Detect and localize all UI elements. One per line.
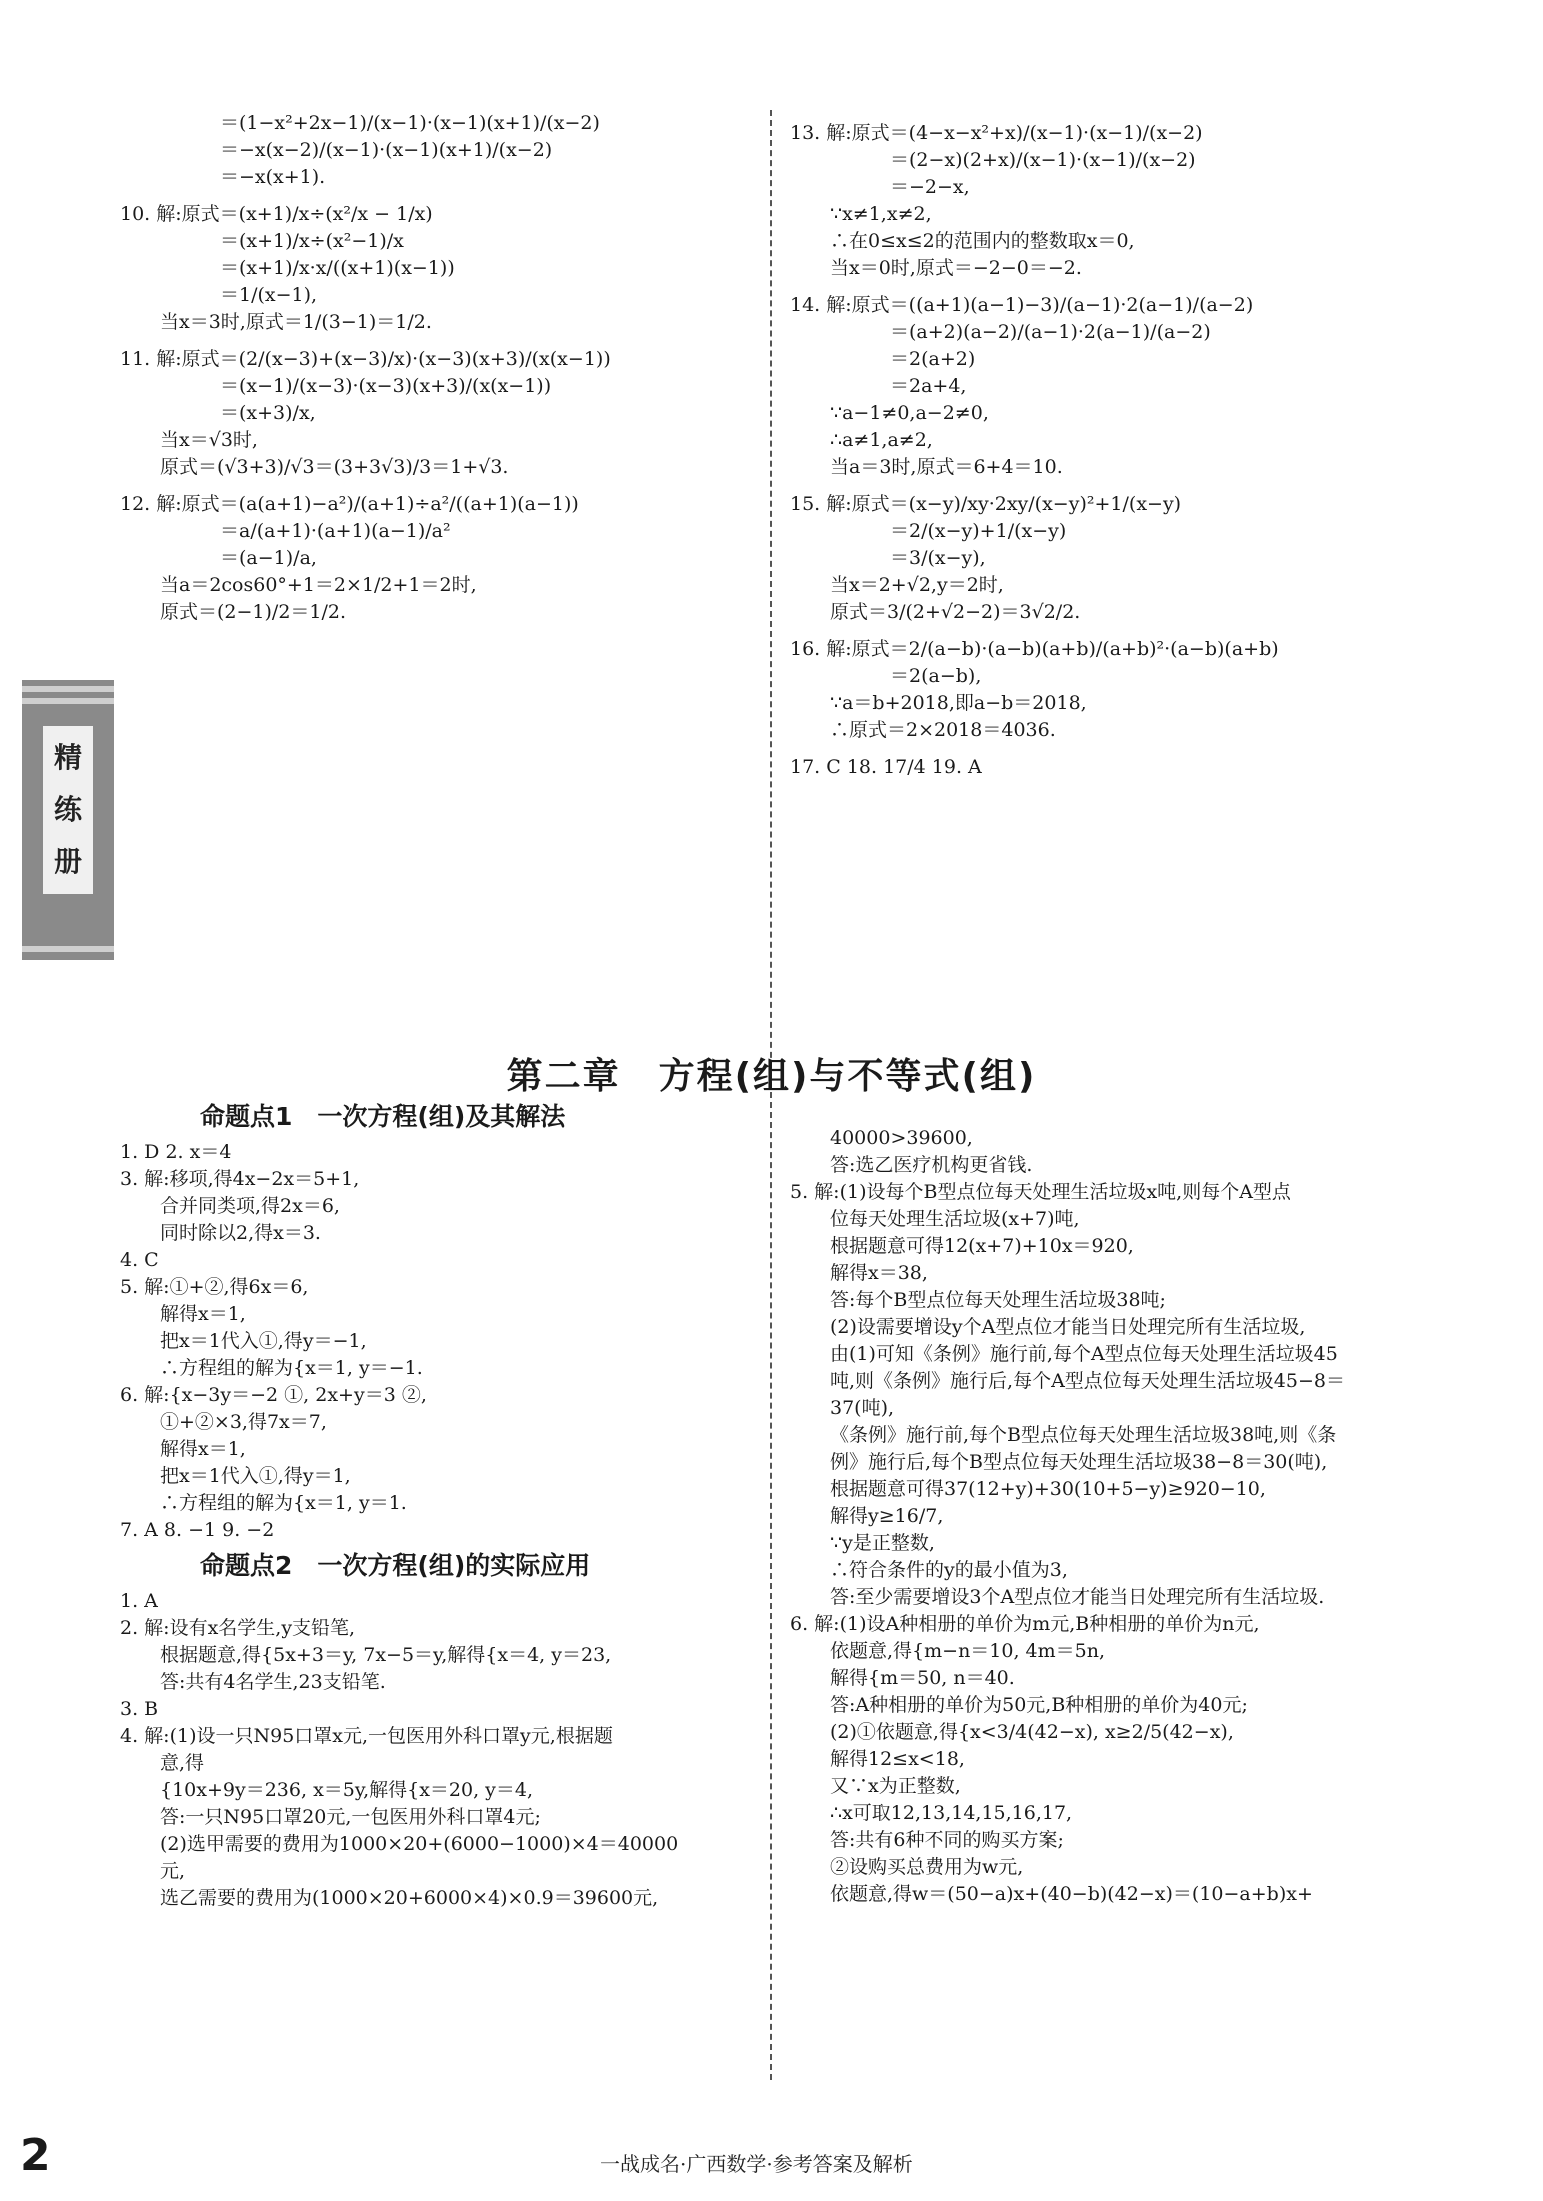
solution-line: ∴a≠1,a≠2,	[830, 429, 933, 451]
solution-line: ＝a/(a+1)·(a+1)(a−1)/a²	[220, 520, 451, 542]
answer-line: 依题意,得w＝(50−a)x+(40−b)(42−x)＝(10−a+b)x+	[830, 1883, 1313, 1905]
solution-line: ＝(x+1)/x÷(x²−1)/x	[220, 230, 404, 252]
solution-line: ＝2a+4,	[890, 375, 967, 397]
answer-line: 位每天处理生活垃圾(x+7)吨,	[830, 1208, 1080, 1230]
answer-line: 吨,则《条例》施行后,每个A型点位每天处理生活垃圾45−8＝	[830, 1370, 1345, 1392]
solution-line: ＝1/(x−1),	[220, 284, 318, 306]
answer-line: ∴方程组的解为{x＝1, y＝−1.	[160, 1357, 423, 1379]
answer-line: 把x＝1代入①,得y＝1,	[160, 1465, 351, 1487]
answer-line: ②设购买总费用为w元,	[830, 1856, 1024, 1878]
answer-line: 4. C	[120, 1249, 159, 1271]
solution-line: ∵x≠1,x≠2,	[830, 203, 932, 225]
left-column-chapter2	[120, 1095, 760, 1912]
answer-line: 元,	[160, 1860, 186, 1882]
solution-line: 当x＝√3时,	[160, 429, 258, 451]
answer-line: 答:共有4名学生,23支铅笔.	[160, 1671, 386, 1693]
answer-line: 2. 解:设有x名学生,y支铅笔,	[120, 1617, 356, 1639]
side-tab-char: 练	[53, 793, 82, 826]
answer-line: 合并同类项,得2x＝6,	[160, 1195, 340, 1217]
solution-line: ＝−2−x,	[890, 176, 970, 198]
answer-line: 根据题意可得37(12+y)+30(10+5−y)≥920−10,	[830, 1478, 1266, 1500]
answer-line: ∵y是正整数,	[830, 1532, 935, 1554]
answer-line: 答:至少需要增设3个A型点位才能当日处理完所有生活垃圾.	[830, 1586, 1325, 1608]
answer-line: 解得{m＝50, n＝40.	[830, 1667, 1015, 1689]
answer-line: 例》施行后,每个B型点位每天处理生活垃圾38−8＝30(吨),	[830, 1451, 1328, 1473]
solution-line: ＝(a+2)(a−2)/(a−1)·2(a−1)/(a−2)	[890, 321, 1211, 343]
solution-line: ＝2/(x−y)+1/(x−y)	[890, 520, 1067, 542]
answer-line: 把x＝1代入①,得y＝−1,	[160, 1330, 367, 1352]
section-title-1: 命题点1 一次方程(组)及其解法	[200, 1102, 566, 1131]
footer-caption: 一战成名·广西数学·参考答案及解析	[600, 2152, 913, 2176]
answer-line: 答:选乙医疗机构更省钱.	[830, 1154, 1033, 1176]
solution-line: ＝(x+1)/x·x/((x+1)(x−1))	[220, 257, 455, 279]
solution-line: ＝(1−x²+2x−1)/(x−1)·(x−1)(x+1)/(x−2)	[220, 112, 600, 134]
answer-line: ∴符合条件的y的最小值为3,	[830, 1559, 1068, 1581]
question-15: 15. 解:原式＝(x−y)/xy·2xy/(x−y)²+1/(x−y)	[790, 493, 1182, 515]
solution-line: ∴原式＝2×2018＝4036.	[830, 719, 1056, 741]
answer-line: 解得x＝38,	[830, 1262, 928, 1284]
answer-line: 解得x＝1,	[160, 1438, 246, 1460]
answer-line: ∴方程组的解为{x＝1, y＝1.	[160, 1492, 407, 1514]
answer-line: 答:共有6种不同的购买方案;	[830, 1829, 1064, 1851]
answer-line: 5. 解:①+②,得6x＝6,	[120, 1276, 309, 1298]
solution-line: ＝(x+3)/x,	[220, 402, 316, 424]
answer-line: 答:每个B型点位每天处理生活垃圾38吨;	[830, 1289, 1166, 1311]
solution-line: 当x＝0时,原式＝−2−0＝−2.	[830, 257, 1082, 279]
section-title-2: 命题点2 一次方程(组)的实际应用	[200, 1551, 591, 1580]
answer-line: 1. A	[120, 1590, 158, 1612]
solution-line: ＝2(a−b),	[890, 665, 982, 687]
solution-line: 原式＝(2−1)/2＝1/2.	[160, 601, 347, 623]
answer-line: 《条例》施行前,每个B型点位每天处理生活垃圾38吨,则《条	[830, 1424, 1337, 1446]
answer-line: 解得12≤x<18,	[830, 1748, 965, 1770]
question-16: 16. 解:原式＝2/(a−b)·(a−b)(a+b)/(a+b)²·(a−b)(a+b)	[790, 638, 1279, 660]
chapter-title: 第二章 方程(组)与不等式(组)	[506, 1056, 1037, 1097]
answer-line: (2)①依题意,得{x<3/4(42−x), x≥2/5(42−x),	[830, 1721, 1234, 1743]
solution-line: 当a＝3时,原式＝6+4＝10.	[830, 456, 1063, 478]
question-17-19: 17. C 18. 17/4 19. A	[790, 756, 982, 778]
answer-line: 答:一只N95口罩20元,一包医用外科口罩4元;	[160, 1806, 541, 1828]
answer-line: 1. D 2. x＝4	[120, 1141, 232, 1163]
question-14: 14. 解:原式＝((a+1)(a−1)−3)/(a−1)·2(a−1)/(a−2)	[790, 294, 1254, 316]
answer-line: 意,得	[160, 1752, 205, 1774]
solution-line: 当x＝2+√2,y＝2时,	[830, 574, 1004, 596]
solution-line: ＝(x−1)/(x−3)·(x−3)(x+3)/(x(x−1))	[220, 375, 552, 397]
right-column-top	[790, 120, 1430, 781]
solution-line: ∵a＝b+2018,即a−b＝2018,	[830, 692, 1087, 714]
question-10: 10. 解:原式＝(x+1)/x÷(x²/x − 1/x)	[120, 203, 433, 225]
question-11: 11. 解:原式＝(2/(x−3)+(x−3)/x)·(x−3)(x+3)/(x(x−1))	[120, 348, 611, 370]
solution-line: 当a＝2cos60°+1＝2×1/2+1＝2时,	[160, 574, 477, 596]
answer-line: {10x+9y＝236, x＝5y,解得{x＝20, y＝4,	[160, 1779, 534, 1801]
answer-line: 7. A 8. −1 9. −2	[120, 1519, 275, 1541]
answer-line: 选乙需要的费用为(1000×20+6000×4)×0.9＝39600元,	[160, 1887, 659, 1909]
answer-line: 依题意,得{m−n＝10, 4m＝5n,	[830, 1640, 1106, 1662]
answer-line: 同时除以2,得x＝3.	[160, 1222, 321, 1244]
solution-line: ＝(2−x)(2+x)/(x−1)·(x−1)/(x−2)	[890, 149, 1196, 171]
question-12: 12. 解:原式＝(a(a+1)−a²)/(a+1)÷a²/((a+1)(a−1))	[120, 493, 579, 515]
right-column-chapter2	[790, 1125, 1430, 1908]
solution-line: 当x＝3时,原式＝1/(3−1)＝1/2.	[160, 311, 432, 333]
answer-line: 37(吨),	[830, 1397, 895, 1419]
left-column	[120, 110, 760, 626]
answer-line: 解得x＝1,	[160, 1303, 246, 1325]
page-number: 2	[20, 2130, 51, 2181]
answer-line: 根据题意,得{5x+3＝y, 7x−5＝y,解得{x＝4, y＝23,	[160, 1644, 612, 1666]
solution-line: ＝2(a+2)	[890, 348, 976, 370]
solution-line: ＝3/(x−y),	[890, 547, 986, 569]
answer-line: 4. 解:(1)设一只N95口罩x元,一包医用外科口罩y元,根据题	[120, 1725, 613, 1747]
answer-line: 6. 解:{x−3y＝−2 ①, 2x+y＝3 ②,	[120, 1384, 427, 1406]
answer-line: (2)选甲需要的费用为1000×20+(6000−1000)×4＝40000	[160, 1833, 679, 1855]
side-tab-char: 精	[53, 741, 82, 774]
question-13: 13. 解:原式＝(4−x−x²+x)/(x−1)·(x−1)/(x−2)	[790, 122, 1203, 144]
answer-line: 40000>39600,	[830, 1127, 973, 1149]
solution-line: 原式＝3/(2+√2−2)＝3√2/2.	[830, 601, 1081, 623]
answer-line: 3. 解:移项,得4x−2x＝5+1,	[120, 1168, 360, 1190]
solution-line: ＝−x(x+1).	[220, 166, 326, 188]
answer-line: 5. 解:(1)设每个B型点位每天处理生活垃圾x吨,则每个A型点	[790, 1181, 1291, 1203]
answer-line: ∴x可取12,13,14,15,16,17,	[830, 1802, 1073, 1824]
answer-line: 解得y≥16/7,	[830, 1505, 944, 1527]
answer-line: ①+②×3,得7x＝7,	[160, 1411, 327, 1433]
solution-line: ＝(a−1)/a,	[220, 547, 317, 569]
solution-line: ＝−x(x−2)/(x−1)·(x−1)(x+1)/(x−2)	[220, 139, 553, 161]
solution-line: ∵a−1≠0,a−2≠0,	[830, 402, 989, 424]
answer-line: 又∵x为正整数,	[830, 1775, 961, 1797]
answer-line: 6. 解:(1)设A种相册的单价为m元,B种相册的单价为n元,	[790, 1613, 1260, 1635]
answer-line: 3. B	[120, 1698, 159, 1720]
answer-line: 根据题意可得12(x+7)+10x＝920,	[830, 1235, 1134, 1257]
answer-line: (2)设需要增设y个A型点位才能当日处理完所有生活垃圾,	[830, 1316, 1306, 1338]
solution-line: 原式＝(√3+3)/√3＝(3+3√3)/3＝1+√3.	[160, 456, 509, 478]
answer-line: 由(1)可知《条例》施行前,每个A型点位每天处理生活垃圾45	[830, 1343, 1338, 1365]
side-tab-char: 册	[53, 845, 82, 878]
solution-line: ∴在0≤x≤2的范围内的整数取x＝0,	[830, 230, 1135, 252]
side-tab	[22, 680, 114, 960]
answer-line: 答:A种相册的单价为50元,B种相册的单价为40元;	[830, 1694, 1248, 1716]
